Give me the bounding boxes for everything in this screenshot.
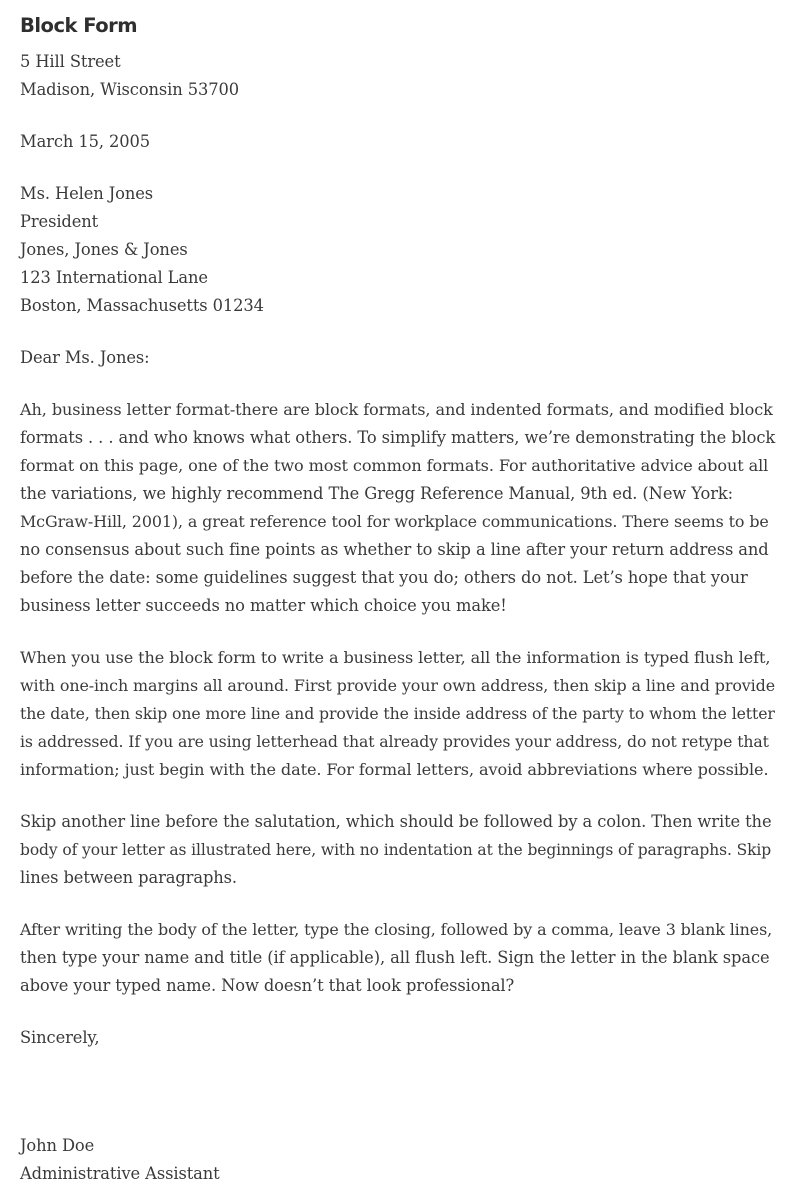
date-text: March 15, 2005 <box>20 132 151 151</box>
body-line: Skip another line before the salutation, which should be followed by a colon. Then write the <box>20 812 772 831</box>
letter-body <box>20 396 776 1000</box>
letter-page <box>20 12 776 1188</box>
recipient-street: 123 International Lane <box>20 268 208 287</box>
page-title: Block Form <box>20 14 138 37</box>
signature-space <box>20 1052 776 1132</box>
body-line: When you use the block form to write a business letter, all the information is typed flush left, <box>20 648 771 667</box>
body-line: before the date: some guidelines suggest that you do; others do not. Let’s hope that your <box>20 568 748 587</box>
body-line: with one-inch margins all around. First provide your own address, then skip a line and provide <box>20 676 776 695</box>
return-address-street: 5 Hill Street <box>20 52 121 71</box>
body-line: business letter succeeds no matter which choice you make! <box>20 596 507 615</box>
signature-block <box>20 1132 776 1188</box>
body-line: Ah, business letter format-there are block formats, and indented formats, and modified block <box>20 400 773 419</box>
body-line: format on this page, one of the two most common formats. For authoritative advice about all <box>20 456 769 475</box>
body-paragraph <box>20 644 776 784</box>
recipient-company: Jones, Jones & Jones <box>20 240 188 259</box>
body-line: is addressed. If you are using letterhead that already provides your address, do not retype that <box>20 732 769 751</box>
recipient-city: Boston, Massachusetts 01234 <box>20 296 264 315</box>
body-line: the date, then skip one more line and provide the inside address of the party to whom the letter <box>20 704 775 723</box>
body-line: the variations, we highly recommend The Gregg Reference Manual, 9th ed. (New York: <box>20 484 734 503</box>
closing-text: Sincerely, <box>20 1028 100 1047</box>
letter-date <box>20 128 776 156</box>
signer-name: John Doe <box>20 1136 95 1155</box>
salutation <box>20 344 776 372</box>
body-line: above your typed name. Now doesn’t that look professional? <box>20 976 515 995</box>
return-address-city: Madison, Wisconsin 53700 <box>20 80 240 99</box>
body-paragraph <box>20 916 776 1000</box>
body-line: McGraw-Hill, 2001), a great reference tool for workplace communications. There seems to be <box>20 512 769 531</box>
body-line: lines between paragraphs. <box>20 868 238 887</box>
body-line: no consensus about such fine points as whether to skip a line after your return address and <box>20 540 769 559</box>
body-line: information; just begin with the date. For formal letters, avoid abbreviations where possible. <box>20 760 769 779</box>
recipient-name: Ms. Helen Jones <box>20 184 154 203</box>
recipient-title: President <box>20 212 99 231</box>
body-line: After writing the body of the letter, type the closing, followed by a comma, leave 3 blank lines, <box>20 920 773 939</box>
body-line: formats . . . and who knows what others. To simplify matters, we’re demonstrating the block <box>20 428 776 447</box>
inside-address <box>20 180 776 320</box>
return-address <box>20 48 776 104</box>
body-paragraph <box>20 808 776 892</box>
salutation-text: Dear Ms. Jones: <box>20 348 150 367</box>
body-line: then type your name and title (if applicable), all flush left. Sign the letter in the blank space <box>20 948 770 967</box>
closing <box>20 1024 776 1052</box>
body-line: body of your letter as illustrated here, with no indentation at the beginnings of paragraphs. Skip <box>20 841 772 859</box>
body-paragraph <box>20 396 776 620</box>
signer-title: Administrative Assistant <box>20 1164 220 1183</box>
